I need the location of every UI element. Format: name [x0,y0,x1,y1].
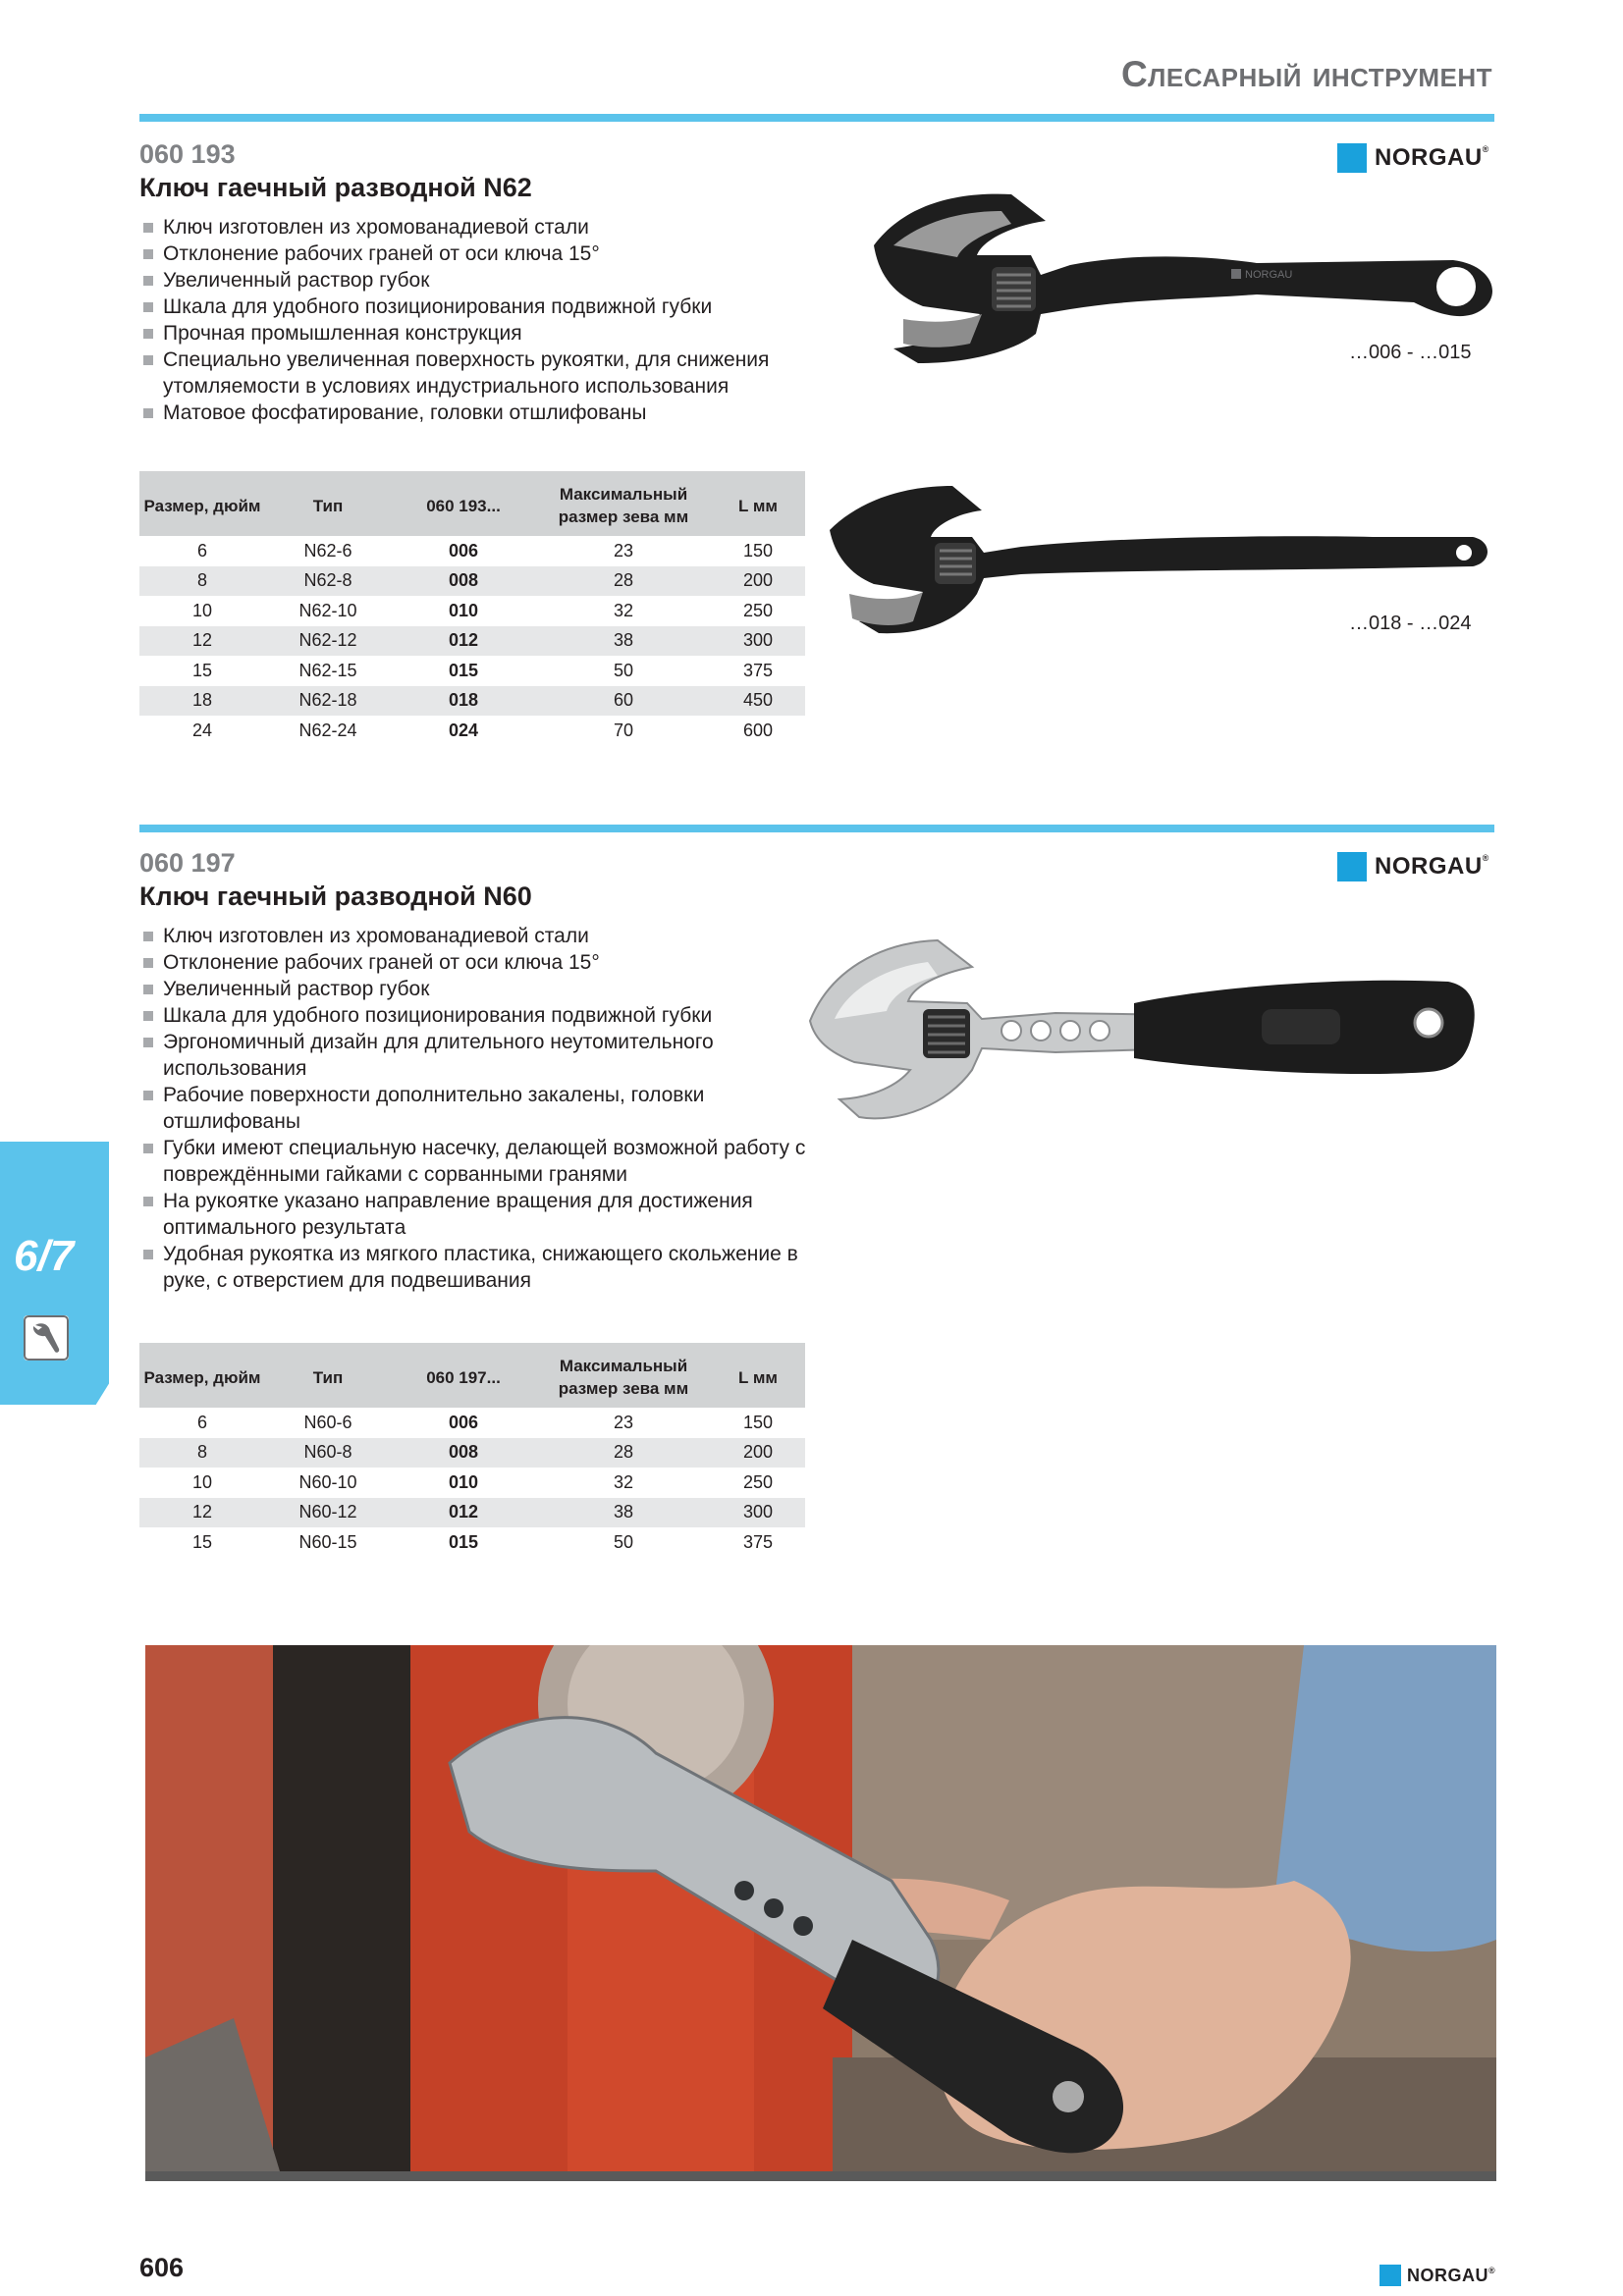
cell-size: 6 [196,540,207,561]
cell-type: N62-18 [265,686,391,717]
cell-size: 12 [139,1498,265,1528]
list-item: Ключ изготовлен из хромованадиевой стали [139,214,807,240]
chapter-number: 6/7 [14,1232,75,1280]
header-rule [139,114,1494,122]
brand-square-icon [1337,852,1367,881]
cell-type: N62-10 [298,600,357,620]
brand-mark: ® [1482,853,1489,863]
table-row [139,566,805,597]
cell-article: 018 [391,686,536,717]
cell-size: 8 [139,1438,265,1468]
page-number: 606 [139,2253,185,2282]
cell-max-jaw: 60 [536,686,711,717]
cell-article: 008 [391,1438,536,1468]
col-header-type: Тип [265,1343,391,1408]
cell-type: N60-15 [298,1531,357,1552]
table-header-row [139,471,805,536]
table-row [139,1438,805,1468]
cell-article: 010 [448,600,479,620]
cell-type: N62-12 [265,626,391,657]
cell-max-jaw: 38 [536,1498,711,1528]
col-header-length: L мм [711,471,805,536]
cell-type: N60-8 [265,1438,391,1468]
list-item: Удобная рукоятка из мягкого пластика, снижающего скольжение в руке, с отверстием для подвешивания [139,1241,807,1294]
cell-article: 012 [391,626,536,657]
brand-name: NORGAU [1375,853,1483,880]
cell-article: 008 [391,566,536,597]
brand-name: NORGAU [1407,2265,1488,2285]
brand-mark: ® [1482,144,1489,154]
cell-article: 006 [448,1412,479,1432]
table-row [139,596,805,626]
cell-length: 150 [742,1412,774,1432]
cell-type: N62-24 [298,720,357,740]
cell-type: N62-15 [298,660,357,680]
feature-list-1 [139,214,807,426]
cell-length: 375 [742,1531,774,1552]
list-item: Специально увеличенная поверхность рукоятки, для снижения утомляемости в условиях индустриального использования [139,347,807,400]
wrench-in-use-photo [145,1645,1496,2181]
cell-type: N62-8 [265,566,391,597]
cell-article: 012 [391,1498,536,1528]
list-item: Увеличенный раствор губок [139,976,807,1002]
section-rule-2 [139,825,1494,832]
list-item: Матовое фосфатирование, головки отшлифованы [139,400,807,426]
col-header-max-jaw: Максимальный размер зева мм [536,1343,711,1408]
cell-length: 200 [711,566,805,597]
cell-length: 200 [711,1438,805,1468]
cell-article: 024 [448,720,479,740]
cell-size: 12 [139,626,265,657]
cell-max-jaw: 28 [536,1438,711,1468]
brand-name: NORGAU [1375,144,1483,171]
cell-max-jaw: 70 [613,720,634,740]
table-row [139,1408,805,1438]
col-header-size: Размер, дюйм [139,1343,265,1408]
cell-size: 15 [191,660,213,680]
list-item: Увеличенный раствор губок [139,267,807,294]
page-header-title: Слесарный инструмент [1120,54,1492,94]
cell-type: N60-10 [298,1471,357,1492]
cell-article: 006 [448,540,479,561]
wrench-n60-image [800,933,1478,1129]
wrench-logo-text: NORGAU [1245,269,1293,281]
col-header-size: Размер, дюйм [139,471,265,536]
list-item: Ключ изготовлен из хромованадиевой стали [139,923,807,949]
cell-max-jaw: 32 [613,1471,634,1492]
cell-size: 24 [191,720,213,740]
brand-logo-2 [1337,852,1489,881]
caption-size-range-1: …006 - …015 [1349,342,1472,363]
brand-logo-1 [1337,143,1489,173]
brand-mark: ® [1488,2265,1496,2275]
cell-max-jaw: 50 [613,660,634,680]
product-code-2: 060 197 [139,848,236,878]
table-header-row [139,1343,805,1408]
cell-length: 250 [742,600,774,620]
table-row [139,656,805,686]
cell-type: N60-6 [303,1412,352,1432]
cell-size: 10 [191,1471,213,1492]
cell-length: 450 [711,686,805,717]
cell-length: 300 [711,1498,805,1528]
table-row [139,1468,805,1498]
cell-article: 015 [448,1531,479,1552]
cell-size: 15 [191,1531,213,1552]
cell-max-jaw: 23 [613,540,634,561]
cell-type: N62-6 [303,540,352,561]
list-item: Эргономичный дизайн для длительного неутомительного использования [139,1029,807,1082]
cell-size: 10 [191,600,213,620]
list-item: Губки имеют специальную насечку, делающей возможной работу с повреждёнными гайками с сорванными гранями [139,1135,807,1188]
table-row [139,1527,805,1558]
wrench-icon [24,1315,69,1361]
cell-length: 300 [711,626,805,657]
feature-list-2 [139,923,807,1294]
cell-article: 010 [448,1471,479,1492]
brand-square-icon [1380,2265,1401,2286]
cell-article: 015 [448,660,479,680]
col-header-article: 060 193... [391,471,536,536]
product-code-1: 060 193 [139,139,236,169]
cell-size: 18 [139,686,265,717]
footer-brand-logo [1380,2261,1495,2290]
list-item: Рабочие поверхности дополнительно закалены, головки отшлифованы [139,1082,807,1135]
spec-table-2 [139,1343,805,1558]
list-item: Шкала для удобного позиционирования подвижной губки [139,294,807,320]
col-header-length: L мм [711,1343,805,1408]
cell-type: N60-12 [265,1498,391,1528]
cell-length: 600 [742,720,774,740]
cell-max-jaw: 38 [536,626,711,657]
cell-length: 375 [742,660,774,680]
list-item: Отклонение рабочих граней от оси ключа 15° [139,240,807,267]
list-item: На рукоятке указано направление вращения для достижения оптимального результата [139,1188,807,1241]
brand-square-icon [1337,143,1367,173]
list-item: Отклонение рабочих граней от оси ключа 15° [139,949,807,976]
product-title-2: Ключ гаечный разводной N60 [139,881,532,911]
cell-size: 6 [196,1412,207,1432]
cell-max-jaw: 23 [613,1412,634,1432]
cell-max-jaw: 50 [613,1531,634,1552]
table-row [139,686,805,717]
cell-length: 150 [742,540,774,561]
table-row [139,716,805,746]
caption-size-range-2: …018 - …024 [1349,613,1472,634]
list-item: Прочная промышленная конструкция [139,320,807,347]
col-header-max-jaw: Максимальный размер зева мм [536,471,711,536]
col-header-article: 060 197... [391,1343,536,1408]
table-row [139,1498,805,1528]
cell-length: 250 [742,1471,774,1492]
spec-table-1 [139,471,805,746]
col-header-type: Тип [265,471,391,536]
cell-size: 8 [139,566,265,597]
list-item: Шкала для удобного позиционирования подвижной губки [139,1002,807,1029]
table-row [139,536,805,566]
cell-max-jaw: 32 [613,600,634,620]
cell-max-jaw: 28 [536,566,711,597]
product-title-1: Ключ гаечный разводной N62 [139,173,532,202]
table-row [139,626,805,657]
